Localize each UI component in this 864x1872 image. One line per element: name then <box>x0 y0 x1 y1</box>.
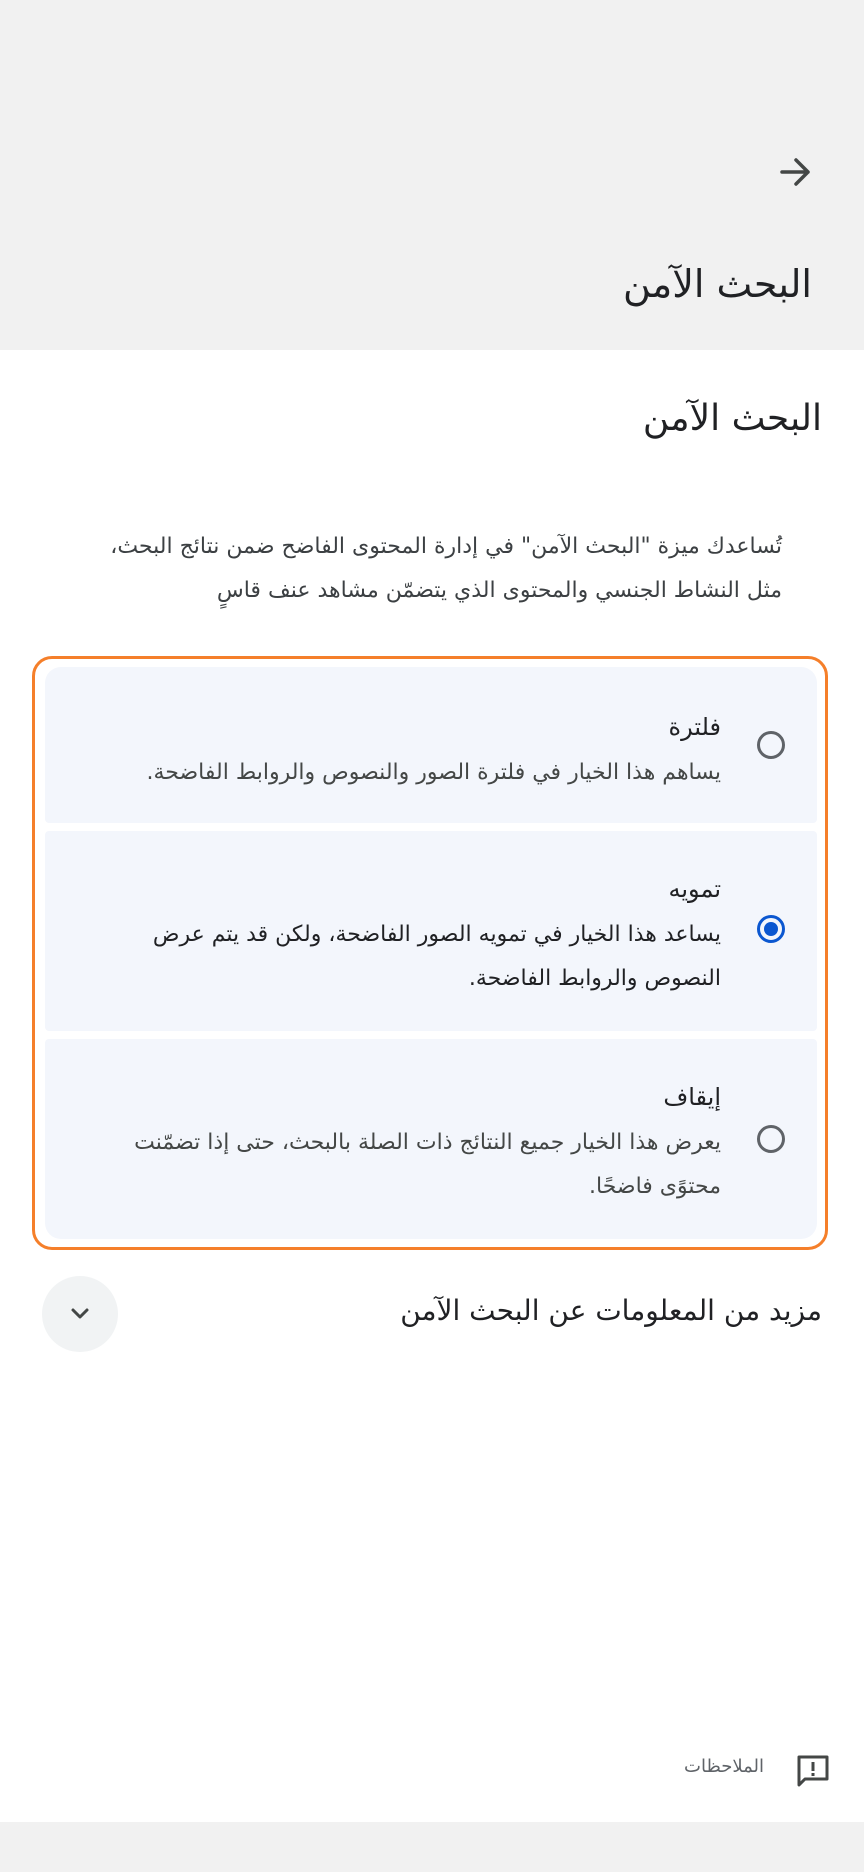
option-title: تمويه <box>668 875 721 903</box>
feedback-label: الملاحظات <box>684 1756 764 1777</box>
feedback-icon <box>794 1752 832 1790</box>
option-description: يعرض هذا الخيار جميع النتائج ذات الصلة بالبحث، حتى إذا تضمّنت محتوًى فاضحًا. <box>134 1130 721 1199</box>
arrow-right-icon[interactable] <box>774 150 818 194</box>
radio-blur[interactable] <box>757 915 785 943</box>
more-info-row[interactable] <box>0 1270 864 1360</box>
radio-off[interactable] <box>757 1125 785 1153</box>
chevron-down-icon <box>65 1299 95 1329</box>
page-title: البحث الآمن <box>642 398 822 439</box>
option-off[interactable] <box>45 1039 817 1239</box>
bottom-system-bar <box>0 1822 864 1872</box>
feedback-button[interactable] <box>684 1748 836 1792</box>
expand-button[interactable] <box>42 1276 118 1352</box>
option-title: فلترة <box>668 713 721 741</box>
option-description: يساعد هذا الخيار في تمويه الصور الفاضحة، ولكن قد يتم عرض النصوص والروابط الفاضحة. <box>152 922 721 991</box>
option-title: إيقاف <box>663 1083 721 1111</box>
app-bar <box>0 0 864 350</box>
app-bar-title: البحث الآمن <box>622 262 812 306</box>
safe-search-options <box>32 656 828 1250</box>
more-info-label: مزيد من المعلومات عن البحث الآمن <box>400 1294 822 1327</box>
option-blur[interactable] <box>45 831 817 1031</box>
option-filter[interactable] <box>45 667 817 823</box>
option-description: يساهم هذا الخيار في فلترة الصور والنصوص والروابط الفاضحة. <box>146 760 721 785</box>
safe-search-description: تُساعدك ميزة "البحث الآمن" في إدارة المحتوى الفاضح ضمن نتائج البحث، مثل النشاط الجنسي والمحتوى الذي يتضمّن مشاهد عنف قاسٍ <box>110 534 782 603</box>
radio-filter[interactable] <box>757 731 785 759</box>
